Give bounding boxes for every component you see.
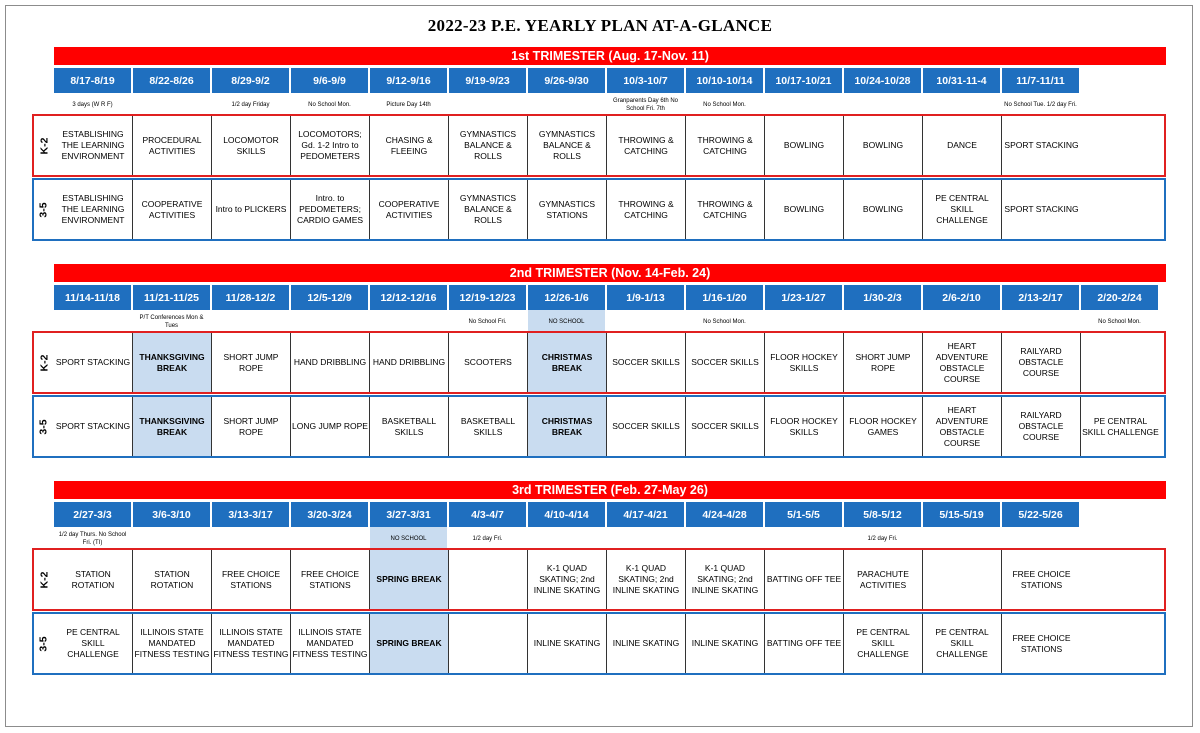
activity-cell: SPRING BREAK: [370, 614, 449, 673]
week-note: 3 days (W R F): [72, 102, 113, 108]
week-header: 11/21-11/25: [133, 285, 210, 310]
activity-cell: HAND DRIBBLING: [291, 333, 370, 392]
activity-cell: STATION ROTATION: [54, 550, 133, 609]
activity-cell: PARACHUTE ACTIVITIES: [844, 550, 923, 609]
week-note: No School Mon.: [308, 102, 351, 108]
activity-cell: PE CENTRAL SKILL CHALLENGE: [923, 614, 1002, 673]
grade-row-k-2: [32, 548, 1166, 611]
week-note: Picture Day 14th: [386, 102, 431, 108]
activity-cells: [54, 333, 1160, 392]
week-note: P/T Conferences Mon & Tues: [139, 315, 204, 329]
activity-cell: SHORT JUMP ROPE: [212, 397, 291, 456]
week-header-row: [54, 285, 1160, 310]
activity-cell: PE CENTRAL SKILL CHALLENGE: [844, 614, 923, 673]
activity-cell: SHORT JUMP ROPE: [212, 333, 291, 392]
activity-cell: THROWING & CATCHING: [607, 116, 686, 175]
week-header: 11/7-11/11: [1002, 68, 1079, 93]
week-header: 5/1-5/5: [765, 502, 842, 527]
activity-cell: PE CENTRAL SKILL CHALLENGE: [923, 180, 1002, 239]
week-header: 4/17-4/21: [607, 502, 684, 527]
week-header: 8/29-9/2: [212, 68, 289, 93]
activity-cell: [923, 550, 1002, 609]
week-header: 9/19-9/23: [449, 68, 526, 93]
activity-cell: INLINE SKATING: [528, 614, 607, 673]
activity-cell: FREE CHOICE STATIONS: [291, 550, 370, 609]
activity-cell: SPORT STACKING: [1004, 204, 1079, 214]
activity-cell: CHASING & FLEEING: [370, 116, 449, 175]
week-header: 1/23-1/27: [765, 285, 842, 310]
activity-cell: BATTING OFF TEE: [765, 614, 844, 673]
activity-cell: BOWLING: [765, 180, 844, 239]
grade-label: [34, 397, 54, 456]
activity-cell: FLOOR HOCKEY SKILLS: [765, 397, 844, 456]
week-note: 1/2 day Fri.: [867, 536, 898, 542]
week-note: No School Fri.: [468, 319, 507, 325]
activity-cell: CHRISTMAS BREAK: [528, 397, 607, 456]
trimester-banner: 3rd TRIMESTER (Feb. 27-May 26): [54, 481, 1166, 499]
grade-row-3-5: [32, 395, 1166, 458]
week-header: 9/12-9/16: [370, 68, 447, 93]
week-header: 10/3-10/7: [607, 68, 684, 93]
week-header: 10/24-10/28: [844, 68, 921, 93]
activity-cell: PE CENTRAL SKILL CHALLENGE: [1082, 415, 1159, 437]
week-header: 8/22-8/26: [133, 68, 210, 93]
grade-label: [34, 180, 54, 239]
page-title: 2022-23 P.E. YEARLY PLAN AT-A-GLANCE: [427, 16, 773, 35]
week-header: 11/28-12/2: [212, 285, 289, 310]
activity-cell: PROCEDURAL ACTIVITIES: [133, 116, 212, 175]
activity-cell: SCOOTERS: [449, 333, 528, 392]
trimester-banner: 2nd TRIMESTER (Nov. 14-Feb. 24): [54, 264, 1166, 282]
week-header: 3/20-3/24: [291, 502, 368, 527]
week-header: 5/22-5/26: [1002, 502, 1079, 527]
activity-cell: THANKSGIVING BREAK: [133, 397, 212, 456]
activity-cell: K-1 QUAD SKATING; 2nd INLINE SKATING: [528, 550, 607, 609]
activity-cell: LOCOMOTOR SKILLS: [212, 116, 291, 175]
activity-cells: [54, 116, 1160, 175]
activity-cell: SHORT JUMP ROPE: [844, 333, 923, 392]
week-header: 2/27-3/3: [54, 502, 131, 527]
activity-cell: SOCCER SKILLS: [686, 333, 765, 392]
activity-cell: ESTABLISHING THE LEARNING ENVIRONMENT: [54, 116, 133, 175]
activity-cell: LONG JUMP ROPE: [291, 397, 370, 456]
grade-row-3-5: [32, 178, 1166, 241]
week-header: 3/27-3/31: [370, 502, 447, 527]
trimester-3: [0, 481, 1200, 681]
activity-cell: GYMNASTICS BALANCE & ROLLS: [528, 116, 607, 175]
grade-label-text: 3-5: [38, 201, 50, 218]
week-header: 3/6-3/10: [133, 502, 210, 527]
activity-cell: SOCCER SKILLS: [686, 397, 765, 456]
activity-cell: THROWING & CATCHING: [686, 180, 765, 239]
week-header: 12/19-12/23: [449, 285, 526, 310]
activity-cell: FLOOR HOCKEY GAMES: [844, 397, 923, 456]
activity-cell: K-1 QUAD SKATING; 2nd INLINE SKATING: [607, 550, 686, 609]
week-header-row: [54, 68, 1160, 93]
activity-cell: [1081, 333, 1160, 392]
activity-cells: [54, 397, 1160, 456]
grade-label-text: K-2: [37, 354, 50, 371]
week-note: No School Mon.: [703, 319, 746, 325]
activity-cells: [54, 550, 1160, 609]
activity-cell: LOCOMOTORS; Gd. 1-2 Intro to PEDOMETERS: [291, 116, 370, 175]
activity-cell: SPORT STACKING: [54, 333, 133, 392]
week-header: 9/6-9/9: [291, 68, 368, 93]
week-header: 4/3-4/7: [449, 502, 526, 527]
week-header: 2/6-2/10: [923, 285, 1000, 310]
week-note: No School Mon.: [703, 102, 746, 108]
activity-cell: BOWLING: [844, 180, 923, 239]
week-header: 2/13-2/17: [1002, 285, 1079, 310]
activity-cell: STATION ROTATION: [133, 550, 212, 609]
week-header: 5/15-5/19: [923, 502, 1000, 527]
activity-cell: PE CENTRAL SKILL CHALLENGE: [54, 614, 133, 673]
grade-label: [34, 333, 54, 392]
grade-label: [34, 550, 54, 609]
grade-label-text: K-2: [37, 137, 50, 154]
activity-cell: THANKSGIVING BREAK: [133, 333, 212, 392]
activity-cell: ILLINOIS STATE MANDATED FITNESS TESTING: [212, 614, 291, 673]
week-header: 1/30-2/3: [844, 285, 921, 310]
week-header: 4/24-4/28: [686, 502, 763, 527]
trimester-2: [0, 264, 1200, 464]
week-header: 1/9-1/13: [607, 285, 684, 310]
activity-cell: BOWLING: [765, 116, 844, 175]
activity-cell: FREE CHOICE STATIONS: [212, 550, 291, 609]
activity-cell: SOCCER SKILLS: [607, 333, 686, 392]
week-header: 1/16-1/20: [686, 285, 763, 310]
week-header-row: [54, 502, 1160, 527]
activity-cell: THROWING & CATCHING: [607, 180, 686, 239]
week-header: 4/10-4/14: [528, 502, 605, 527]
week-header: 12/26-1/6: [528, 285, 605, 310]
week-header: 12/12-12/16: [370, 285, 447, 310]
week-note: 1/2 day Friday: [231, 102, 270, 108]
activity-cell: SPORT STACKING: [54, 397, 133, 456]
activity-cells: [54, 180, 1160, 239]
week-header: 2/20-2/24: [1081, 285, 1158, 310]
activity-cell: SPORT STACKING: [1004, 140, 1079, 150]
activity-cells: [54, 614, 1160, 673]
activity-cell: ESTABLISHING THE LEARNING ENVIRONMENT: [54, 180, 133, 239]
week-note: No School Tue. 1/2 day Fri.: [1004, 102, 1077, 108]
activity-cell: COOPERATIVE ACTIVITIES: [133, 180, 212, 239]
activity-cell: GYMNASTICS BALANCE & ROLLS: [449, 116, 528, 175]
grade-label: [34, 116, 54, 175]
activity-cell: BATTING OFF TEE: [765, 550, 844, 609]
activity-cell: Intro. to PEDOMETERS; CARDIO GAMES: [291, 180, 370, 239]
week-note: No School Mon.: [1098, 319, 1141, 325]
grade-row-3-5: [32, 612, 1166, 675]
activity-cell: [449, 614, 528, 673]
trimester-banner: 1st TRIMESTER (Aug. 17-Nov. 11): [54, 47, 1166, 65]
week-note: 1/2 day Fri.: [472, 536, 503, 542]
activity-cell: Intro to PLICKERS: [212, 180, 291, 239]
activity-cell: GYMNASTICS STATIONS: [528, 180, 607, 239]
week-header: 5/8-5/12: [844, 502, 921, 527]
grade-label-text: 3-5: [38, 418, 50, 435]
week-header: 11/14-11/18: [54, 285, 131, 310]
activity-cell: BASKETBALL SKILLS: [449, 397, 528, 456]
week-header: 9/26-9/30: [528, 68, 605, 93]
activity-cell: INLINE SKATING: [607, 614, 686, 673]
week-header: 12/5-12/9: [291, 285, 368, 310]
activity-cell: HEART ADVENTURE OBSTACLE COURSE: [923, 397, 1002, 456]
grade-row-k-2: [32, 331, 1166, 394]
week-note: NO SCHOOL: [370, 527, 447, 551]
activity-cell: ILLINOIS STATE MANDATED FITNESS TESTING: [133, 614, 212, 673]
activity-cell: COOPERATIVE ACTIVITIES: [370, 180, 449, 239]
activity-cell: RAILYARD OBSTACLE COURSE: [1002, 333, 1081, 392]
activity-cell: HAND DRIBBLING: [370, 333, 449, 392]
activity-cell: BASKETBALL SKILLS: [370, 397, 449, 456]
grade-row-k-2: [32, 114, 1166, 177]
activity-cell: INLINE SKATING: [686, 614, 765, 673]
grade-label-text: 3-5: [38, 635, 50, 652]
activity-cell: THROWING & CATCHING: [686, 116, 765, 175]
grade-label-text: K-2: [37, 571, 50, 588]
week-note: 1/2 day Thurs. No School Fri. (TI): [58, 532, 127, 546]
activity-cell: RAILYARD OBSTACLE COURSE: [1002, 397, 1081, 456]
activity-cell: HEART ADVENTURE OBSTACLE COURSE: [923, 333, 1002, 392]
week-note: NO SCHOOL: [528, 310, 605, 334]
activity-cell: DANCE: [923, 116, 1002, 175]
activity-cell: FREE CHOICE STATIONS: [1012, 632, 1071, 654]
activity-cell: FLOOR HOCKEY SKILLS: [765, 333, 844, 392]
week-header: 10/17-10/21: [765, 68, 842, 93]
trimester-1: [0, 47, 1200, 247]
activity-cell: K-1 QUAD SKATING; 2nd INLINE SKATING: [686, 550, 765, 609]
week-header: 3/13-3/17: [212, 502, 289, 527]
activity-cell: BOWLING: [844, 116, 923, 175]
week-header: 10/10-10/14: [686, 68, 763, 93]
activity-cell: ILLINOIS STATE MANDATED FITNESS TESTING: [291, 614, 370, 673]
activity-cell: [449, 550, 528, 609]
activity-cell: GYMNASTICS BALANCE & ROLLS: [449, 180, 528, 239]
week-note: Granparents Day 6th No School Fri. 7th: [612, 98, 679, 112]
activity-cell: SOCCER SKILLS: [607, 397, 686, 456]
grade-label: [34, 614, 54, 673]
activity-cell: FREE CHOICE STATIONS: [1012, 568, 1071, 590]
week-header: 8/17-8/19: [54, 68, 131, 93]
week-header: 10/31-11-4: [923, 68, 1000, 93]
activity-cell: CHRISTMAS BREAK: [528, 333, 607, 392]
activity-cell: SPRING BREAK: [370, 550, 449, 609]
